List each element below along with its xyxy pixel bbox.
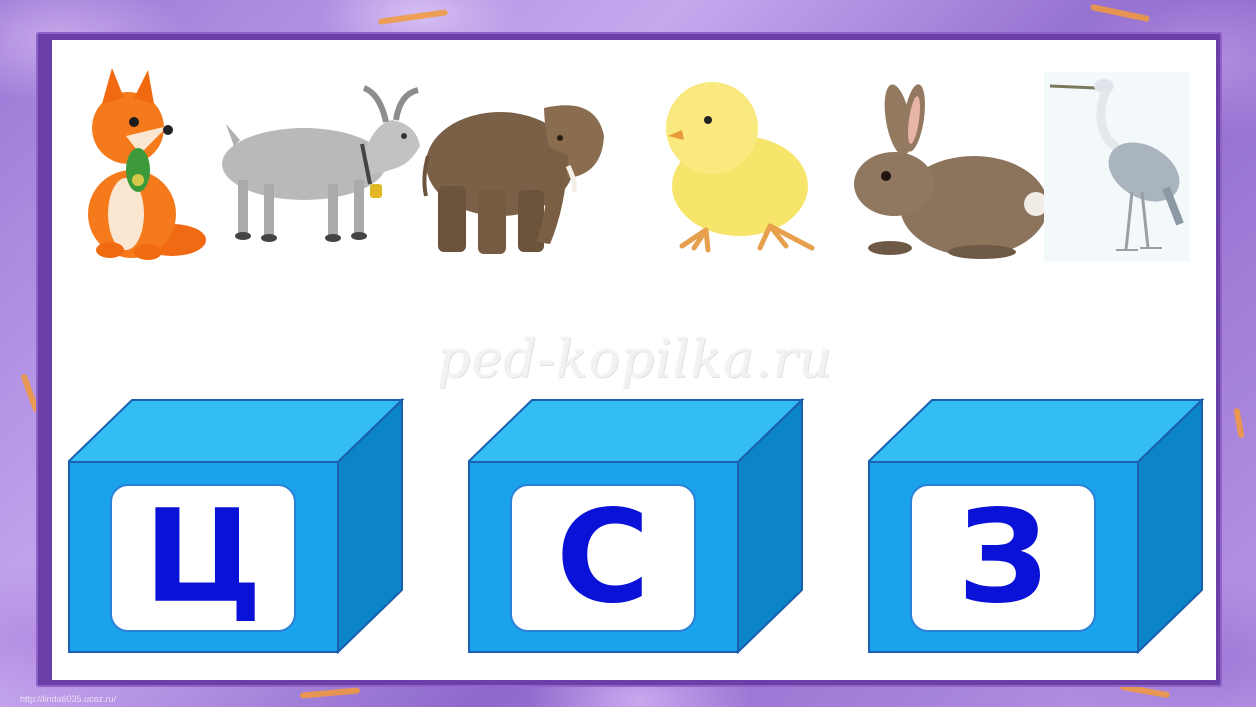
flower-petal-decoration [378, 9, 448, 25]
heron-icon[interactable] [1044, 72, 1190, 262]
cube-letter: С [510, 484, 696, 632]
goat-icon[interactable] [204, 84, 426, 244]
letter-cube[interactable] [868, 398, 1204, 654]
rabbit-icon[interactable] [850, 80, 1054, 260]
watermark-text: ped-kopilka.ru [437, 330, 833, 390]
fox-icon[interactable] [76, 64, 208, 264]
cube-letter: Ц [110, 484, 296, 632]
letter-cube[interactable] [468, 398, 804, 654]
flower-petal-decoration [300, 687, 360, 698]
letter-cube[interactable] [68, 398, 404, 654]
credit-text: http://linda6035.ucoz.ru/ [20, 694, 117, 704]
flower-petal-decoration [1233, 408, 1244, 439]
elephant-icon[interactable] [418, 86, 612, 258]
flower-petal-decoration [1090, 4, 1150, 22]
chick-icon[interactable] [636, 70, 822, 260]
cube-letter: З [910, 484, 1096, 632]
